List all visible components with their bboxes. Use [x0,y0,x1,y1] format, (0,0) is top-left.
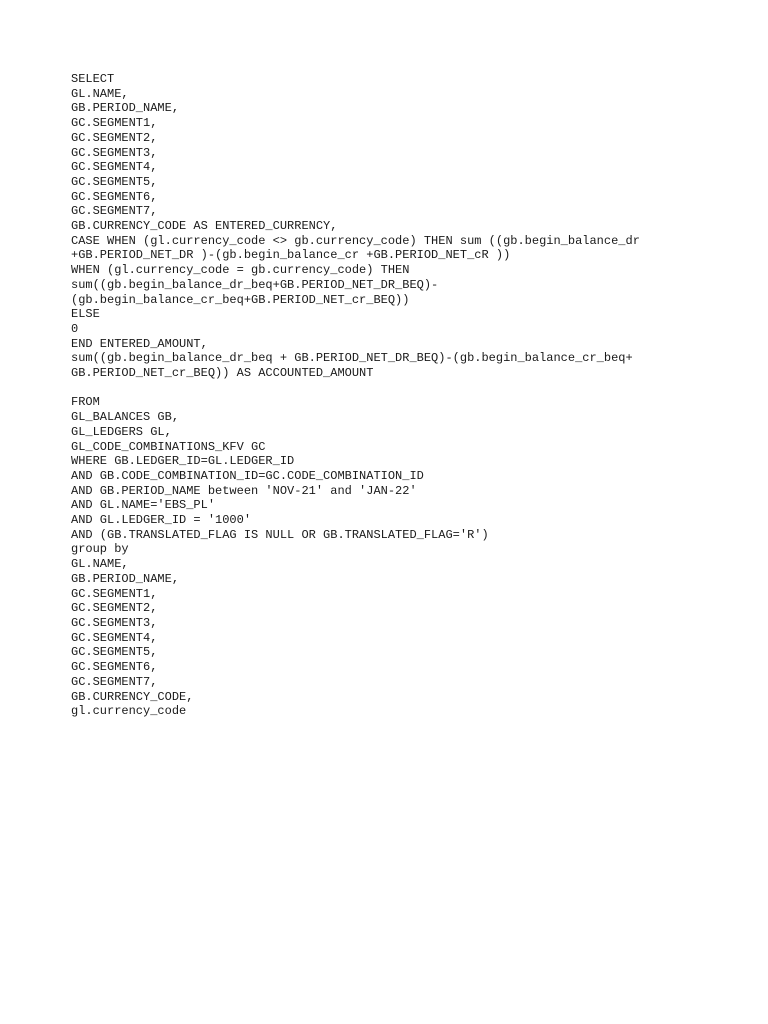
code-line: GB.PERIOD_NAME, [71,101,180,116]
code-line: GC.SEGMENT6, [71,189,158,204]
code-line: GC.SEGMENT2, [71,601,158,616]
code-line: GC.SEGMENT5, [71,645,158,660]
code-line: GC.SEGMENT7, [71,204,158,219]
code-line: GC.SEGMENT1, [71,116,158,131]
code-line: GB.CURRENCY_CODE AS ENTERED_CURRENCY, [71,219,338,234]
document-page [71,72,731,719]
code-line: SELECT [71,72,115,86]
code-line: GC.SEGMENT3, [71,145,158,160]
code-line: +GB.PERIOD_NET_DR )-(gb.begin_balance_cr +GB.PERIOD_NET_cR )) [71,248,511,263]
blank-line [71,381,731,396]
code-line: gl.currency_code [71,704,187,719]
code-line: GL_LEDGERS GL, [71,424,172,439]
code-line: 0 [71,321,79,336]
code-line: END ENTERED_AMOUNT, [71,336,208,351]
code-line: WHERE GB.LEDGER_ID=GL.LEDGER_ID [71,454,295,469]
code-line: GB.CURRENCY_CODE, [71,689,194,704]
sql-from-section [71,395,731,718]
code-line: GL.NAME, [71,557,129,572]
code-line: GB.PERIOD_NET_cr_BEQ)) AS ACCOUNTED_AMOUNT [71,366,374,381]
code-line: GC.SEGMENT1, [71,586,158,601]
code-line: GC.SEGMENT7, [71,674,158,689]
code-line: GC.SEGMENT4, [71,630,158,645]
code-line: group by [71,542,129,557]
code-line: GL_CODE_COMBINATIONS_KFV GC [71,439,266,454]
code-line: ELSE [71,307,100,322]
code-line: sum((gb.begin_balance_dr_beq+GB.PERIOD_NET_DR_BEQ)- [71,277,439,292]
code-line: GC.SEGMENT6, [71,660,158,675]
code-line: GL_BALANCES GB, [71,410,180,425]
code-line: AND GB.PERIOD_NAME between 'NOV-21' and 'JAN-22' [71,483,417,498]
code-line: GC.SEGMENT5, [71,174,158,189]
code-line: CASE WHEN (gl.currency_code <> gb.currency_code) THEN sum ((gb.begin_balance_dr [71,233,640,248]
code-line: FROM [71,395,100,410]
code-line: GB.PERIOD_NAME, [71,571,180,586]
code-line: AND GL.LEDGER_ID = '1000' [71,513,252,528]
code-line: GL.NAME, [71,86,129,101]
code-line: GC.SEGMENT3, [71,616,158,630]
code-line: AND GB.CODE_COMBINATION_ID=GC.CODE_COMBINATION_ID [71,468,424,483]
code-line: GC.SEGMENT4, [71,160,158,175]
code-line: GC.SEGMENT2, [71,130,158,145]
code-line: WHEN (gl.currency_code = gb.currency_code) THEN [71,263,410,278]
code-line: (gb.begin_balance_cr_beq+GB.PERIOD_NET_cr_BEQ)) [71,292,410,307]
code-line: AND (GB.TRANSLATED_FLAG IS NULL OR GB.TRANSLATED_FLAG='R') [71,527,489,542]
sql-select-section [71,72,731,381]
code-line: sum((gb.begin_balance_dr_beq + GB.PERIOD_NET_DR_BEQ)-(gb.begin_balance_cr_beq+ [71,351,633,366]
code-line: AND GL.NAME='EBS_PL' [71,498,216,513]
